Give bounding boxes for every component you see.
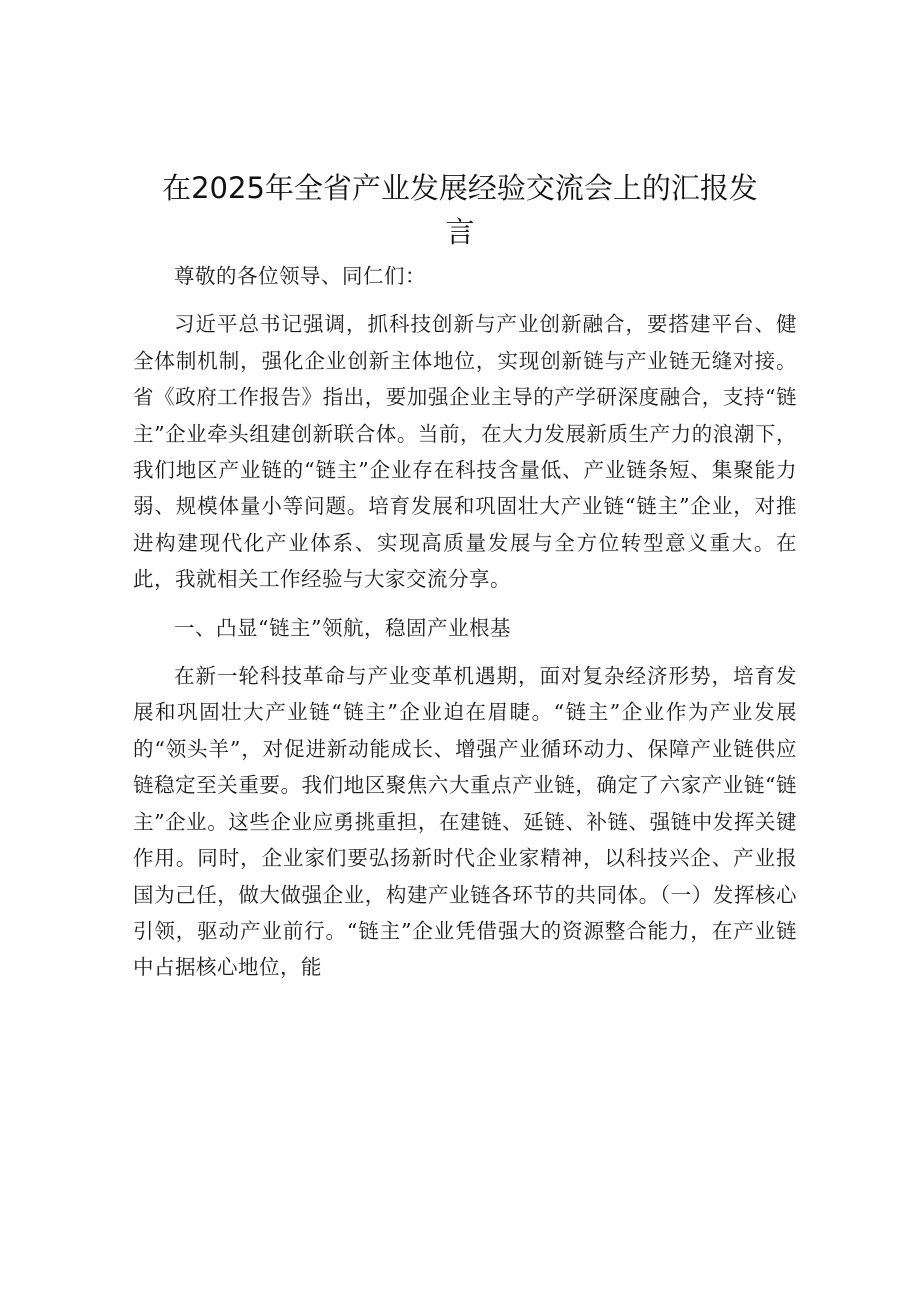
salutation: 尊敬的各位领导、同仁们： [174,264,426,288]
section-heading: 一、凸显“链主”领航，稳固产业根基 [174,615,511,640]
document-body [133,258,797,998]
document-title: 在2025年全省产业发展经验交流会上的汇报发言 [162,171,758,249]
paragraph-intro: 习近平总书记强调，抓科技创新与产业创新融合，要搭建平台、健全体制机制，强化企业创新主体地位，实现创新链与产业链无缝对接。省《政府工作报告》指出，要加强企业主导的产学研深度融合，支持“链主”企业牵头组建创新联合体。当前，在大力发展新质生产力的浪潮下，我们地区产业链的“链主”企业存在科技含量低、产业链条短、集聚能力弱、规模体量小等问题。培育发展和巩固壮大产业链“链主”企业，对推进构建现代化产业体系、实现高质量发展与全方位转型意义重大。在此，我就相关工作经验与大家交流分享。 [133,312,797,592]
paragraph-section-1: 在新一轮科技革命与产业变革机遇期，面对复杂经济形势，培育发展和巩固壮大产业链“链主”企业迫在眉睫。“链主”企业作为产业发展的“领头羊”，对促进新动能成长、增强产业循环动力、保障产业链供应链稳定至关重要。我们地区聚焦六大重点产业链，确定了六家产业链“链主”企业。这些企业应勇挑重担，在建链、延链、补链、强链中发挥关键作用。同时，企业家们要弘扬新时代企业家精神，以科技兴企、产业报国为己任，做大做强企业，构建产业链各环节的共同体。（一）发挥核心引领，驱动产业前行。“链主”企业凭借强大的资源整合能力，在产业链中占据核心地位，能 [133,664,797,980]
